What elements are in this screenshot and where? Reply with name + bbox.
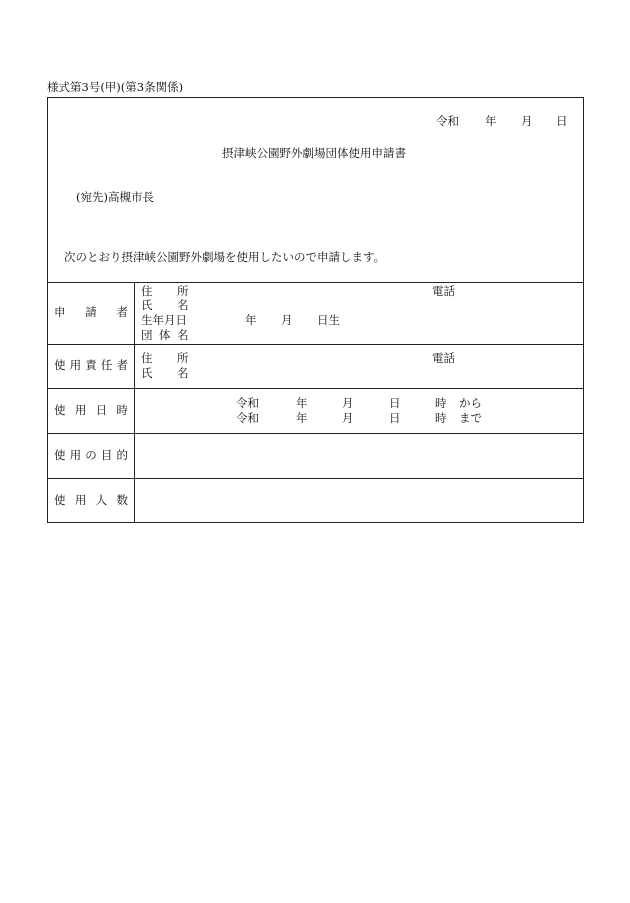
addressee: (宛先)高槻市長 bbox=[76, 190, 154, 204]
usage-end-suffix: まで bbox=[459, 411, 482, 425]
responsible-name-label-1: 氏 bbox=[141, 366, 153, 380]
usage-datetime-label-char: 用 bbox=[74, 403, 87, 417]
row-divider-3 bbox=[47, 433, 584, 434]
date-day: 日 bbox=[556, 114, 568, 128]
date-era: 令和 bbox=[436, 114, 459, 128]
row-divider-2 bbox=[47, 388, 584, 389]
applicant-label-char: 者 bbox=[116, 305, 128, 319]
applicant-birth-day: 日生 bbox=[317, 313, 340, 327]
responsible-address-label-1: 住 bbox=[141, 351, 153, 365]
form-number: 様式第3号(甲)(第3条関係) bbox=[47, 80, 184, 94]
responsible-label-char: 責 bbox=[85, 358, 97, 372]
applicant-address-label-2: 所 bbox=[177, 284, 189, 298]
usage-start-year: 年 bbox=[296, 396, 308, 410]
usage-end-year: 年 bbox=[296, 411, 308, 425]
usage-end-day: 日 bbox=[389, 411, 401, 425]
applicant-phone-label: 電話 bbox=[432, 284, 455, 298]
headcount-label-char: 人 bbox=[95, 493, 108, 507]
usage-start-suffix: から bbox=[459, 396, 482, 410]
usage-end-era: 令和 bbox=[236, 411, 259, 425]
applicant-label-char: 申 bbox=[54, 305, 66, 319]
usage-start-month: 月 bbox=[342, 396, 354, 410]
purpose-label-char: 的 bbox=[116, 448, 128, 462]
frame-right-border bbox=[583, 97, 584, 523]
purpose-label-char: の bbox=[85, 448, 97, 462]
frame-top-border bbox=[47, 97, 584, 98]
applicant-birth-year: 年 bbox=[245, 313, 257, 327]
purpose-label-char: 目 bbox=[100, 448, 113, 462]
responsible-name-label-2: 名 bbox=[177, 366, 189, 380]
label-column-divider bbox=[134, 282, 135, 523]
applicant-label bbox=[48, 307, 134, 319]
table-top-line bbox=[47, 282, 584, 283]
applicant-name-label-1: 氏 bbox=[141, 298, 153, 312]
row-divider-4 bbox=[47, 478, 584, 479]
usage-datetime-label bbox=[48, 405, 134, 417]
headcount-label-char: 使 bbox=[54, 493, 66, 507]
headcount-label bbox=[48, 495, 134, 507]
purpose-label-char: 使 bbox=[54, 448, 66, 462]
date-year: 年 bbox=[485, 114, 497, 128]
usage-start-day: 日 bbox=[389, 396, 401, 410]
applicant-group-label-1: 団 bbox=[141, 328, 153, 342]
applicant-name-label-2: 名 bbox=[177, 298, 189, 312]
request-sentence: 次のとおり摂津峡公園野外劇場を使用したいので申請します。 bbox=[64, 250, 386, 264]
responsible-address-label-2: 所 bbox=[177, 351, 189, 365]
applicant-group-label-2: 体 bbox=[159, 328, 171, 342]
row-divider-1 bbox=[47, 344, 584, 345]
responsible-label-char: 使 bbox=[54, 358, 66, 372]
responsible-label-char: 者 bbox=[116, 358, 128, 372]
date-month: 月 bbox=[521, 114, 533, 128]
headcount-label-char: 用 bbox=[74, 493, 87, 507]
purpose-label-char: 用 bbox=[69, 448, 82, 462]
applicant-label-char: 請 bbox=[85, 305, 97, 319]
usage-datetime-label-char: 使 bbox=[54, 403, 66, 417]
form-title: 摂津峡公園野外劇場団体使用申請書 bbox=[222, 146, 406, 160]
usage-end-hour: 時 bbox=[435, 411, 447, 425]
responsible-label bbox=[48, 360, 134, 372]
applicant-birthdate-label: 生年月日 bbox=[141, 313, 187, 327]
usage-datetime-label-char: 時 bbox=[116, 403, 128, 417]
responsible-label-char: 用 bbox=[69, 358, 82, 372]
responsible-label-char: 任 bbox=[100, 358, 113, 372]
usage-start-hour: 時 bbox=[435, 396, 447, 410]
frame-bottom-border bbox=[47, 522, 584, 523]
usage-end-month: 月 bbox=[342, 411, 354, 425]
applicant-birth-month: 月 bbox=[281, 313, 293, 327]
usage-datetime-label-char: 日 bbox=[95, 403, 108, 417]
usage-start-era: 令和 bbox=[236, 396, 259, 410]
headcount-label-char: 数 bbox=[116, 493, 128, 507]
applicant-address-label-1: 住 bbox=[141, 284, 153, 298]
purpose-label bbox=[48, 450, 134, 462]
applicant-group-label-3: 名 bbox=[177, 328, 189, 342]
responsible-phone-label: 電話 bbox=[432, 351, 455, 365]
